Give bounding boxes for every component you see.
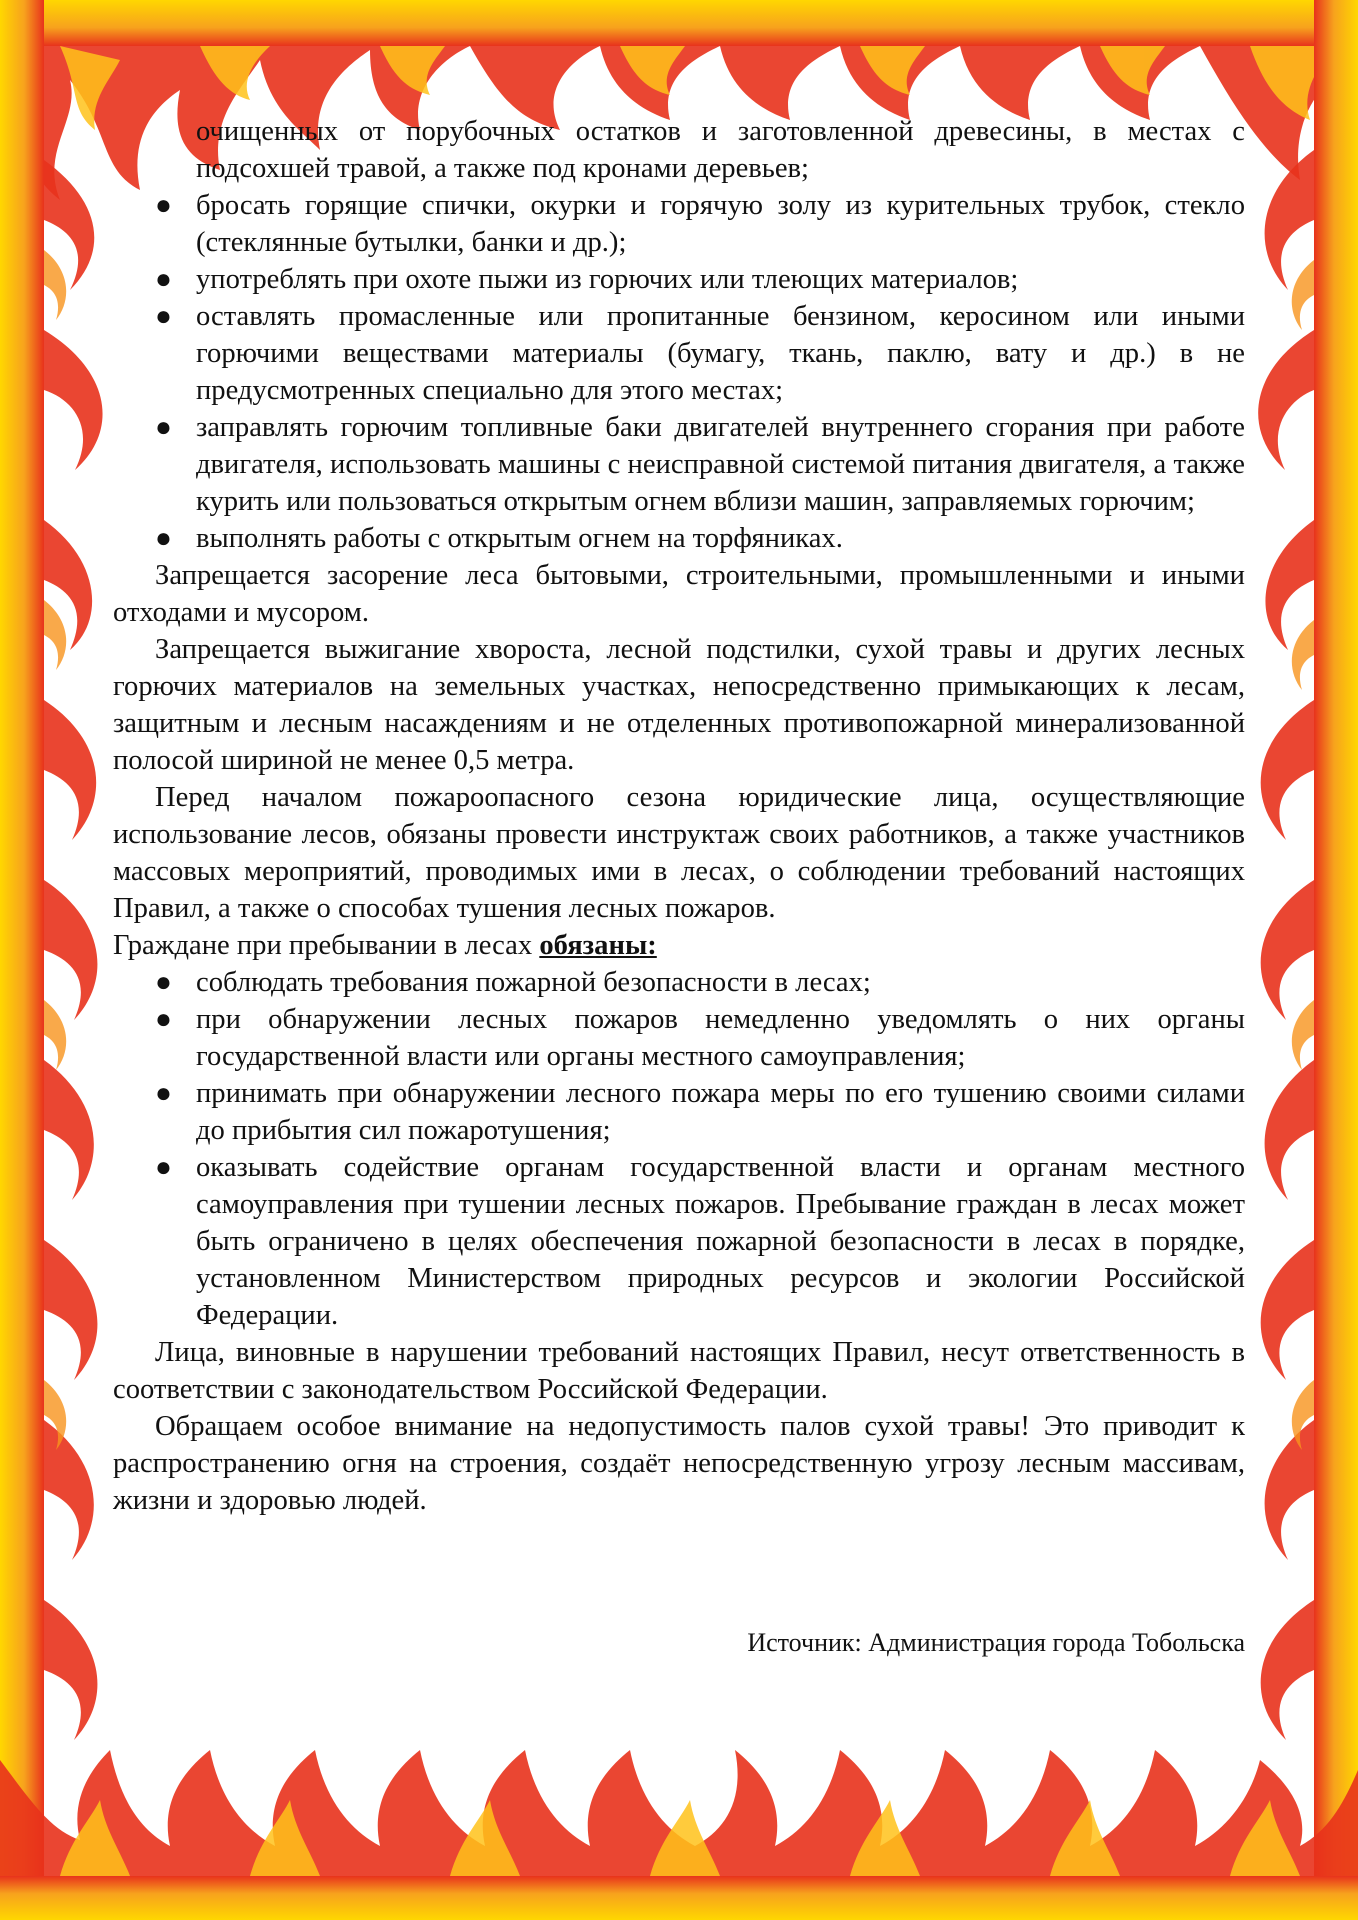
list-item-text: оставлять промасленные или пропитанные бензином, керосином или иными горючими веществами материалы (бумагу, ткань, паклю, вату и др.) в не предусмотренных специально для этого местах; [196, 301, 1245, 406]
citizens-intro: Граждане при пребывании в лесах [113, 930, 540, 961]
bullet-icon: ● [155, 412, 172, 443]
list-item-text: принимать при обнаружении лесного пожара меры по его тушению своими силами до прибытия сил пожаротушения; [196, 1078, 1245, 1146]
bullet-icon: ● [155, 264, 172, 295]
list-item [113, 409, 1245, 520]
bullet-icon: ● [155, 1078, 172, 1109]
list-item [113, 298, 1245, 409]
paragraph-littering: Запрещается засорение леса бытовыми, строительными, промышленными и иными отходами и мусором. [113, 560, 1245, 628]
list-item [113, 1075, 1245, 1149]
list-item [113, 1001, 1245, 1075]
bullet-icon: ● [155, 967, 172, 998]
list-item-text: бросать горящие спички, окурки и горячую золу из курительных трубок, стекло (стеклянные бутылки, банки и др.); [196, 190, 1245, 258]
bullet-icon: ● [155, 1152, 172, 1183]
bullet-icon: ● [155, 190, 172, 221]
list-item [113, 964, 1245, 1001]
obligations-list [113, 964, 1245, 1334]
list-item [113, 187, 1245, 261]
paragraph-briefing: Перед началом пожароопасного сезона юридические лица, осуществляющие использование лесов, обязаны провести инструктаж своих работников, а также участников массовых мероприятий, проводимых ими в лесах, о соблюдении требований настоящих Правил, а также о способах тушения лесных пожаров. [113, 782, 1245, 924]
list-item [113, 261, 1245, 298]
list-item-text: выполнять работы с открытым огнем на торфяниках. [196, 523, 843, 554]
list-item [113, 113, 1245, 187]
list-item [113, 1149, 1245, 1334]
document-body [113, 113, 1245, 1519]
citizens-heading [113, 927, 1245, 964]
paragraph-liability: Лица, виновные в нарушении требований настоящих Правил, несут ответственность в соответствии с законодательством Российской Федерации. [113, 1337, 1245, 1405]
source-attribution: Источник: Администрация города Тобольска [747, 1628, 1245, 1657]
list-item-text: соблюдать требования пожарной безопасности в лесах; [196, 967, 871, 998]
list-item-text: при обнаружении лесных пожаров немедленно уведомлять о них органы государственной власти или органы местного самоуправления; [196, 1004, 1245, 1072]
list-item-text: очищенных от порубочных остатков и заготовленной древесины, в местах с подсохшей травой, а также под кронами деревьев; [196, 116, 1245, 184]
bullet-icon: ● [155, 523, 172, 554]
list-item-text: употреблять при охоте пыжи из горючих или тлеющих материалов; [196, 264, 1019, 295]
citizens-emphasis: обязаны: [539, 930, 657, 961]
list-item [113, 520, 1245, 557]
paragraph-burning: Запрещается выжигание хвороста, лесной подстилки, сухой травы и других лесных горючих материалов на земельных участках, непосредственно примыкающих к лесам, защитным и лесным насаждениям и не отделенных противопожарной минерализованной полосой шириной не менее 0,5 метра. [113, 634, 1245, 776]
list-item-text: оказывать содействие органам государственной власти и органам местного самоуправления при тушении лесных пожаров. Пребывание граждан в лесах может быть ограничено в целях обеспечения пожарной безопасности в лесах в порядке, установленном Министерством природных ресурсов и экологии Российской Федерации. [196, 1152, 1245, 1331]
prohibited-actions-list [113, 113, 1245, 557]
bullet-icon: ● [155, 1004, 172, 1035]
bullet-icon: ● [155, 301, 172, 332]
paragraph-attention: Обращаем особое внимание на недопустимость палов сухой травы! Это приводит к распространению огня на строения, создаёт непосредственную угрозу лесным массивам, жизни и здоровью людей. [113, 1411, 1245, 1516]
list-item-text: заправлять горючим топливные баки двигателей внутреннего сгорания при работе двигателя, использовать машины с неисправной системой питания двигателя, а также курить или пользоваться открытым огнем вблизи машин, заправляемых горючим; [196, 412, 1245, 517]
